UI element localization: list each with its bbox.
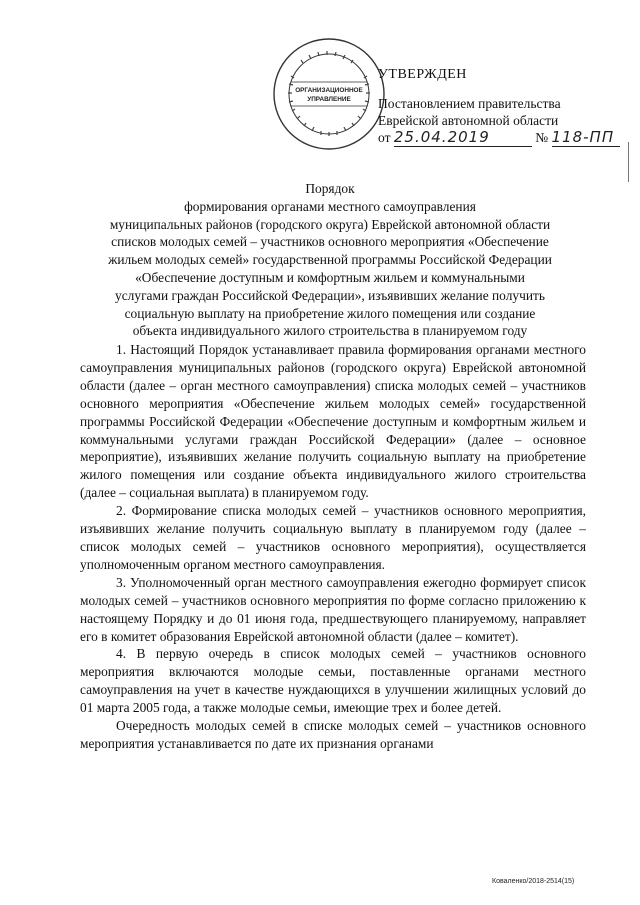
heading-title: Порядок (305, 181, 355, 196)
approval-block (378, 66, 620, 147)
margin-mark (628, 142, 629, 182)
approval-date: 25.04.2019 (393, 128, 490, 146)
organization-stamp (271, 36, 387, 152)
heading-line: услугами граждан Российской Федерации», изъявивших желание получить (115, 287, 545, 303)
paragraph-2: 2. Формирование списка молодых семей – участников основного мероприятия, изъявивших желание получить социальную выплату в планируемом году (далее – список молодых семей – участников основного мероприятия), осуществляется уполномоченным органом местного самоуправления. (80, 503, 586, 572)
from-prefix: от (378, 130, 391, 145)
number-prefix: № (535, 130, 549, 145)
heading-line: «Обеспечение доступным и комфортным жильем и коммунальными (135, 269, 525, 285)
stamp-text-line1: ОРГАНИЗАЦИОННОЕ (295, 87, 363, 94)
approval-line1: Постановлением правительства (378, 96, 561, 111)
paragraph-4: 4. В первую очередь в список молодых семей – участников основного мероприятия включаются молодые семьи, поставленные органами местного самоуправления на учет в качестве нуждающихся в улучшении жилищных условий до 01 марта 2005 года, а также молодые семьи, имеющие трех и более детей. (80, 646, 586, 716)
approval-title: УТВЕРЖДЕН (378, 67, 467, 82)
stamp-seal-icon (271, 36, 387, 152)
paragraph-1: 1. Настоящий Порядок устанавливает правила формирования органами местного самоуправления муниципальных районов (городского округа) Еврейской автономной области (далее – орган местного самоуправления) списка молодых семей – участников основного мероприятия «Обеспечение жильем молодых семей» государственной программы Российской Федерации «Обеспечение доступным и комфортным жильем и коммунальными услугами граждан Российской Федерации» (далее – основное мероприятие), изъявивших желание получить социальную выплату на приобретение жилого помещения или создание объекта индивидуального жилого строительства (далее – социальная выплата) в планируемом году. (80, 342, 586, 501)
paragraph-5: Очередность молодых семей в списке молодых семей – участников основного мероприятия устанавливается по дате их признания органами (80, 718, 586, 751)
heading-line: жильем молодых семей» государственной программы Российской Федерации (108, 252, 552, 268)
approval-number: 118-ПП (551, 128, 615, 146)
heading-line: муниципальных районов (городского округа) Еврейской автономной области (109, 216, 551, 232)
document-body (80, 341, 586, 753)
heading-line: списков молодых семей – участников основного мероприятия «Обеспечение (111, 234, 549, 250)
stamp-text-line2: УПРАВЛЕНИЕ (307, 96, 351, 103)
heading-line: формирования органами местного самоуправления (184, 198, 476, 214)
document-heading (60, 180, 600, 340)
approval-date-line (378, 129, 620, 147)
approval-line2: Еврейской автономной области (378, 113, 559, 128)
heading-line: объекта индивидуального жилого строительства в планируемом году (132, 323, 528, 339)
paragraph-3: 3. Уполномоченный орган местного самоуправления ежегодно формирует список молодых семей – участников основного мероприятия по форме согласно приложению к настоящему Порядку и до 01 июня года, предшествующего планируемому, направляет его в комитет образования Еврейской автономной области (далее – комитет). (80, 574, 586, 644)
heading-line: социальную выплату на приобретение жилого помещения или создание (124, 305, 536, 321)
document-footer-code: Коваленко/2018-2514(15) (492, 878, 575, 885)
